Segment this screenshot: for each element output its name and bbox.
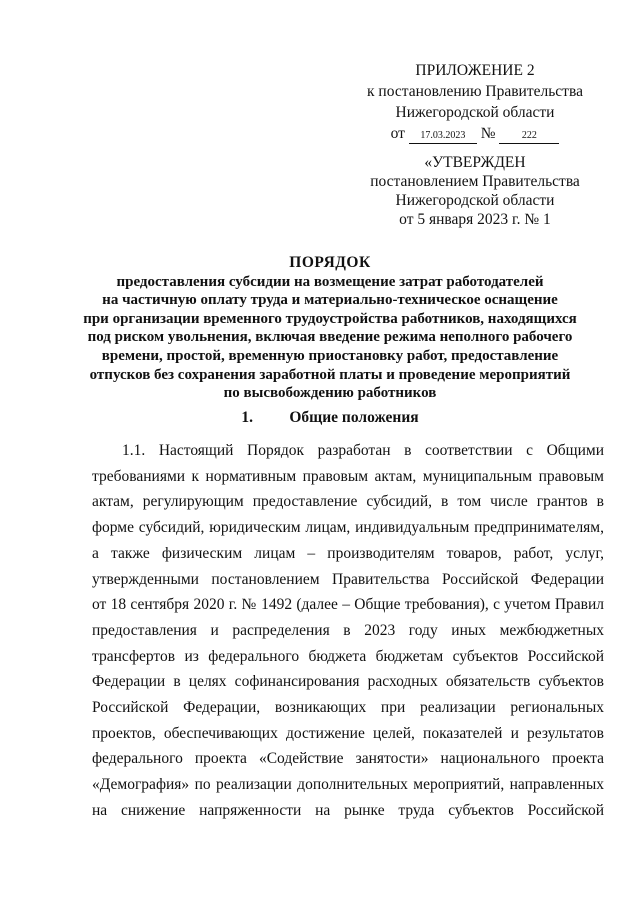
appendix-block <box>340 60 610 144</box>
title-line: при организации временного трудоустройства работников, находящихся <box>83 310 577 327</box>
paragraph-line: «Демография» по реализации дополнительных мероприятий, направленных <box>92 776 604 794</box>
approved-line-4: от 5 января 2023 г. № 1 <box>399 211 551 228</box>
section-title: Общие положения <box>289 409 419 426</box>
paragraph-line: актам, регулирующим предоставление субсидий, в том числе грантов в <box>92 493 604 511</box>
appendix-line-1: к постановлению Правительства <box>367 83 583 100</box>
section-number: 1. <box>241 409 253 426</box>
appendix-date-line <box>340 123 610 144</box>
appendix-title: ПРИЛОЖЕНИЕ 2 <box>415 62 535 79</box>
paragraph-line: Российской Федерации, возникающих при реализации региональных <box>92 699 604 717</box>
section-heading <box>60 408 600 428</box>
approved-line-2: постановлением Правительства <box>370 173 580 190</box>
paragraph-line: трансфертов из федерального бюджета бюджетам субъектов Российской <box>92 647 604 665</box>
title-line: по высвобождению работников <box>223 385 437 402</box>
paragraph-line: проектов, обеспечивающих достижение целей, показателей и результатов <box>92 724 604 742</box>
paragraph-line: форме субсидий, юридическим лицам, индивидуальным предпринимателям, <box>92 519 604 537</box>
document-title <box>60 254 600 403</box>
approved-line-3: Нижегородской области <box>395 192 555 209</box>
paragraph-line: от 18 сентября 2020 г. № 1492 (далее – Общие требования), с учетом Правил <box>92 596 604 614</box>
title-heading: ПОРЯДОК <box>289 254 371 271</box>
number-sign: № <box>480 125 496 142</box>
approved-block <box>340 153 610 229</box>
paragraph-line: а также физическим лицам – производителям товаров, работ, услуг, <box>92 544 604 562</box>
date-prefix: от <box>390 125 405 142</box>
paragraph-line: федерального проекта «Содействие занятости» национального проекта <box>92 750 604 768</box>
date-value: 17.03.2023 <box>409 129 477 144</box>
title-line: предоставления субсидии на возмещение затрат работодателей <box>116 273 544 290</box>
paragraph-line: требованиями к нормативным правовым актам, муниципальным правовым <box>92 467 604 485</box>
title-line: времени, простой, временную приостановку работ, предоставление <box>101 347 559 364</box>
title-line: отпусков без сохранения заработной платы и проведение мероприятий <box>89 366 571 383</box>
paragraph-line: на снижение напряженности на рынке труда субъектов Российской <box>92 801 604 819</box>
body-paragraph <box>92 438 604 824</box>
paragraph-line: Федерации в целях софинансирования расходных обязательств субъектов <box>92 673 604 691</box>
title-line: под риском увольнения, включая введение режима неполного рабочего <box>87 329 573 346</box>
title-line: на частичную оплату труда и материально-техническое оснащение <box>102 292 558 309</box>
paragraph-line: предоставления и распределения в 2023 году иных межбюджетных <box>92 621 604 639</box>
appendix-line-2: Нижегородской области <box>395 104 555 121</box>
approved-line-1: «УТВЕРЖДЕН <box>424 154 526 171</box>
paragraph-line: 1.1. Настоящий Порядок разработан в соответствии с Общими <box>122 442 604 459</box>
number-value: 222 <box>499 129 559 144</box>
paragraph-line: утвержденными постановлением Правительства Российской Федерации <box>92 570 604 588</box>
